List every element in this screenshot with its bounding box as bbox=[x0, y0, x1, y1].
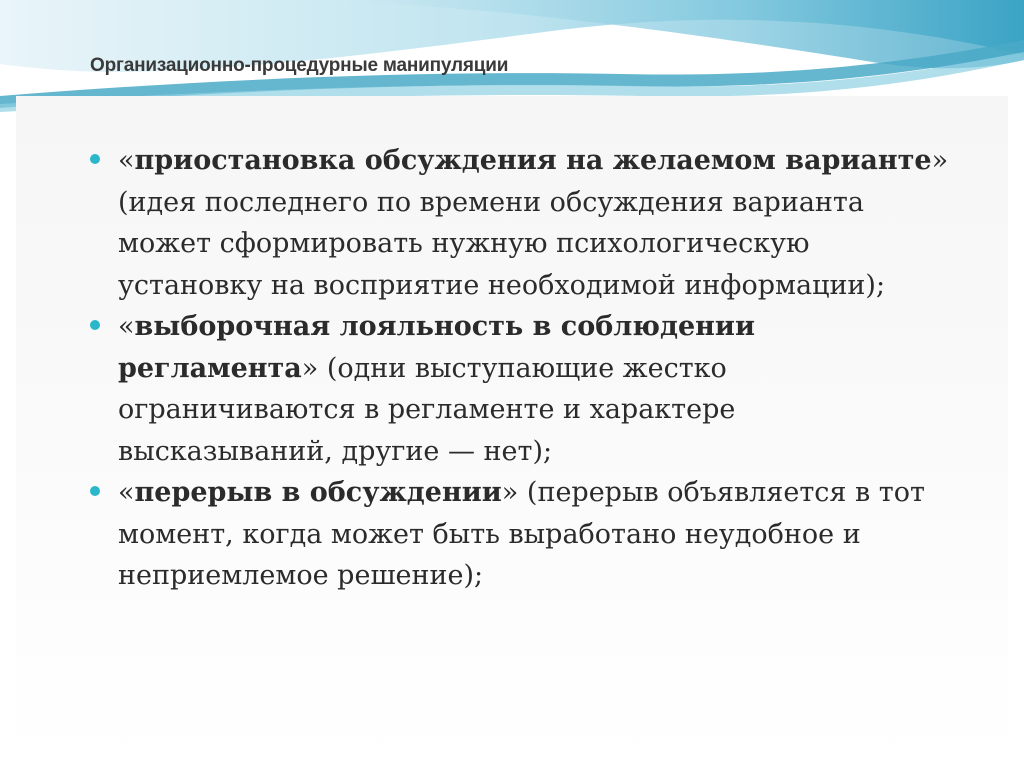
close-quote: » bbox=[301, 352, 319, 384]
item-term: выборочная лояльность в соблюдении регламента bbox=[118, 311, 755, 384]
open-quote: « bbox=[118, 145, 135, 176]
list-item bbox=[86, 472, 956, 597]
item-term: приостановка обсуждения на желаемом варианте bbox=[134, 145, 932, 176]
open-quote: « bbox=[118, 311, 135, 342]
open-quote: « bbox=[118, 477, 135, 508]
item-description: (перерыв объявляется в тот момент, когда может быть выработано неудобное и неприемлемое решение); bbox=[118, 477, 925, 591]
bullet-dot-icon bbox=[90, 154, 100, 164]
close-quote: » bbox=[931, 145, 949, 176]
list-item bbox=[86, 140, 956, 306]
list-item bbox=[86, 306, 956, 472]
bullet-list bbox=[86, 140, 956, 597]
item-term: перерыв в обсуждении bbox=[134, 477, 502, 508]
item-description: (одни выступающие жестко ограничиваются в регламенте и характере высказываний, другие — нет); bbox=[118, 352, 736, 467]
slide-title: Организационно-процедурные манипуляции bbox=[90, 55, 509, 76]
bullet-dot-icon bbox=[90, 486, 100, 496]
item-description: (идея последнего по времени обсуждения варианта может сформировать нужную психологическую установку на восприятие необходимой информации); bbox=[118, 186, 886, 301]
bullet-dot-icon bbox=[90, 320, 100, 330]
close-quote: » bbox=[501, 477, 519, 508]
